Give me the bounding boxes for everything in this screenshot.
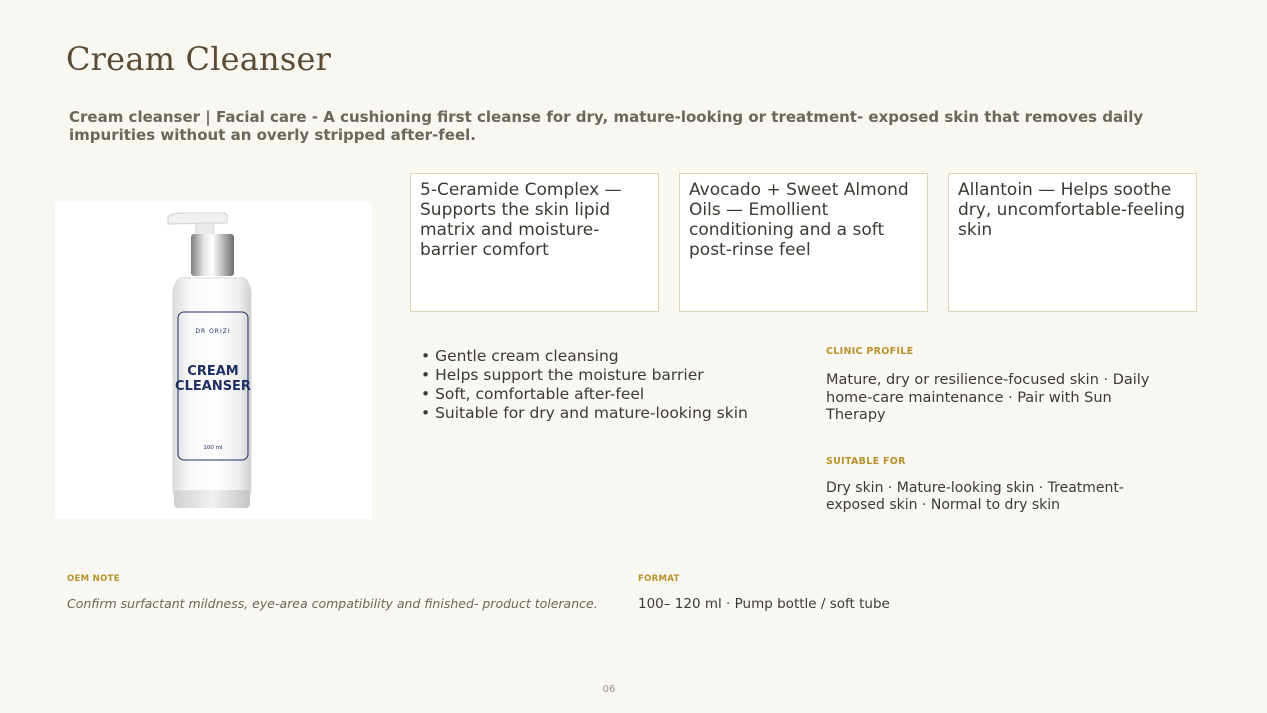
bottle-volume-text: 100 ml (203, 445, 223, 451)
bottle-label-line2: CLEANSER (175, 379, 251, 394)
benefit-item: • Soft, comfortable after-feel (421, 385, 748, 404)
product-image (55, 202, 372, 519)
oem-note-text: Confirm surfactant mildness, eye-area compatibility and finished- product tolerance. (67, 596, 598, 611)
page-subtitle: Cream cleanser | Facial care - A cushioning first cleanse for dry, mature-looking or treatment- exposed skin that removes daily impurities without an overly stripped after-feel. (69, 108, 1144, 144)
oem-note-label: OEM NOTE (67, 574, 120, 584)
benefits-list (421, 347, 748, 423)
benefit-item: • Gentle cream cleansing (421, 347, 748, 366)
format-text: 100– 120 ml · Pump bottle / soft tube (638, 596, 890, 612)
product-bottle-illustration (55, 202, 372, 519)
page-title: Cream Cleanser (66, 40, 332, 78)
pump-collar (191, 234, 234, 276)
ingredient-card: 5-Ceramide Complex — Supports the skin lipid matrix and moisture-barrier comfort (410, 173, 659, 312)
benefit-item: • Suitable for dry and mature-looking skin (421, 404, 748, 423)
clinic-profile-text: Mature, dry or resilience-focused skin · Daily home-care maintenance · Pair with Sun Therapy (826, 372, 1150, 423)
bottle-label-line1: CREAM (187, 364, 239, 379)
clinic-profile-label: CLINIC PROFILE (826, 346, 914, 357)
pump-stem (196, 223, 214, 235)
pump-head (168, 213, 227, 224)
suitable-for-text: Dry skin · Mature-looking skin · Treatment-exposed skin · Normal to dry skin (826, 480, 1124, 513)
bottle-brand-text: DR ORIZI (195, 328, 231, 335)
benefit-item: • Helps support the moisture barrier (421, 366, 748, 385)
ingredient-card: Allantoin — Helps soothe dry, uncomfortable-feeling skin (948, 173, 1197, 312)
page-number: 06 (602, 684, 616, 695)
suitable-for-label: SUITABLE FOR (826, 456, 906, 467)
format-label: FORMAT (638, 574, 680, 584)
ingredient-card: Avocado + Sweet Almond Oils — Emollient conditioning and a soft post-rinse feel (679, 173, 928, 312)
bottle-base (174, 490, 250, 508)
